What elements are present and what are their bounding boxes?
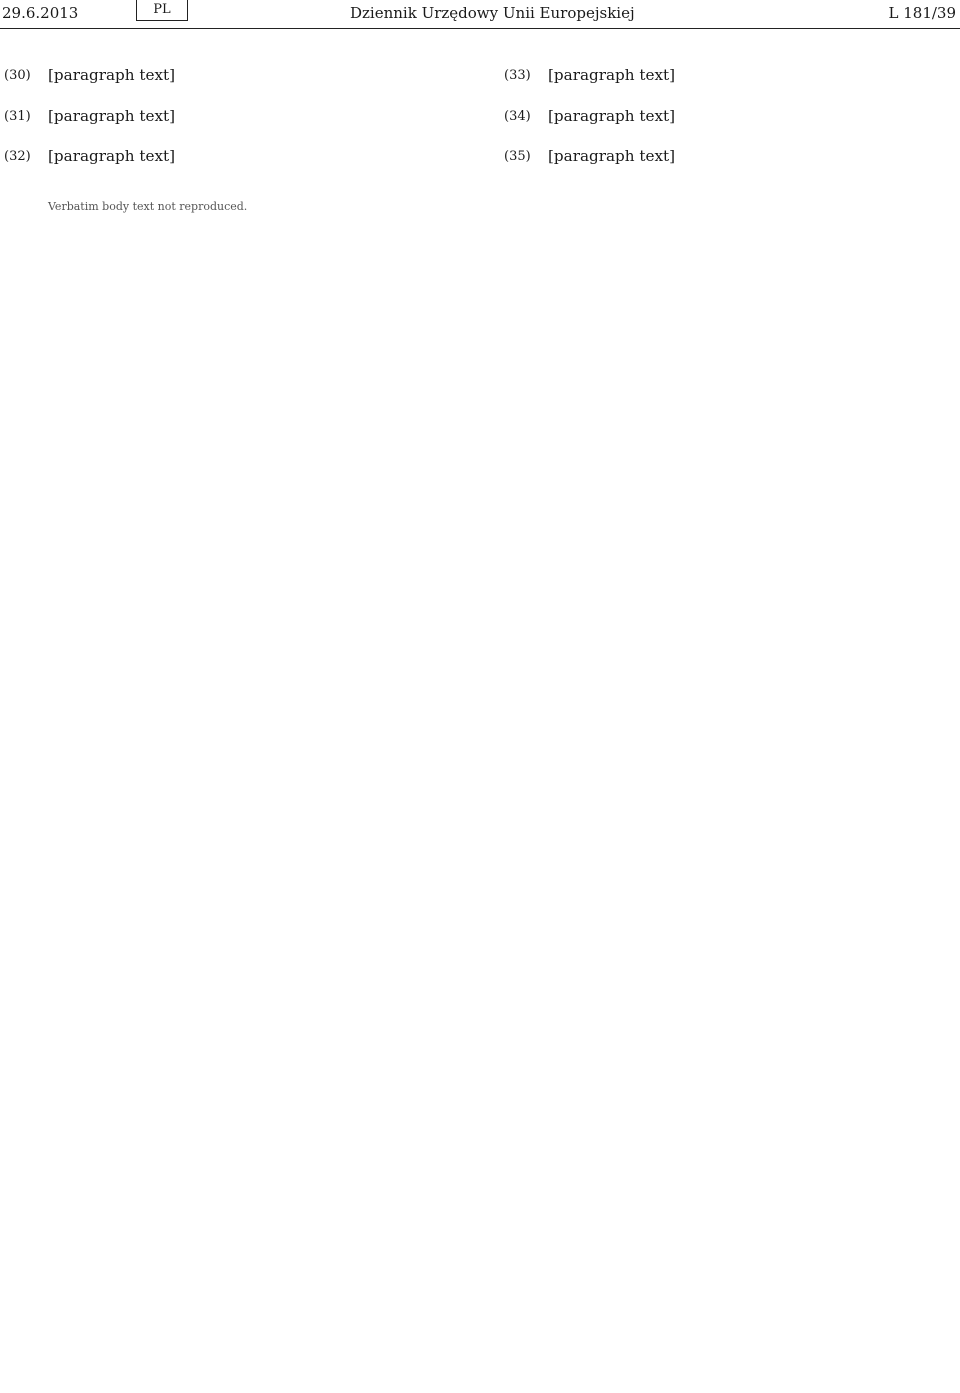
recital-32 [4, 147, 453, 167]
recital-text: [paragraph text] [48, 106, 176, 125]
recital-number: (34) [504, 108, 531, 124]
recital-34 [504, 106, 953, 127]
left-column [4, 66, 453, 216]
transcription-note: Verbatim body text not reproduced. [48, 199, 248, 213]
language-badge: PL [136, 0, 188, 21]
publication-date: 29.6.2013 [2, 4, 79, 22]
recital-number: (30) [4, 68, 31, 83]
recital-number: (35) [504, 149, 531, 164]
recital-33 [504, 66, 953, 86]
recital-text: [paragraph text] [48, 147, 176, 165]
recital-text: [paragraph text] [548, 106, 676, 125]
recital-31 [4, 106, 453, 127]
recital-number: (33) [504, 68, 531, 83]
right-column [504, 66, 953, 188]
page-header [0, 0, 960, 29]
recital-30 [4, 66, 453, 86]
recital-text: [paragraph text] [548, 147, 676, 165]
recital-35 [504, 147, 953, 167]
page-reference: L 181/39 [888, 4, 956, 22]
recital-text: [paragraph text] [548, 66, 676, 84]
recital-number: (31) [4, 108, 31, 124]
recital-number: (32) [4, 149, 31, 164]
recital-text: [paragraph text] [48, 66, 176, 84]
journal-title: Dziennik Urzędowy Unii Europejskiej [350, 4, 635, 22]
